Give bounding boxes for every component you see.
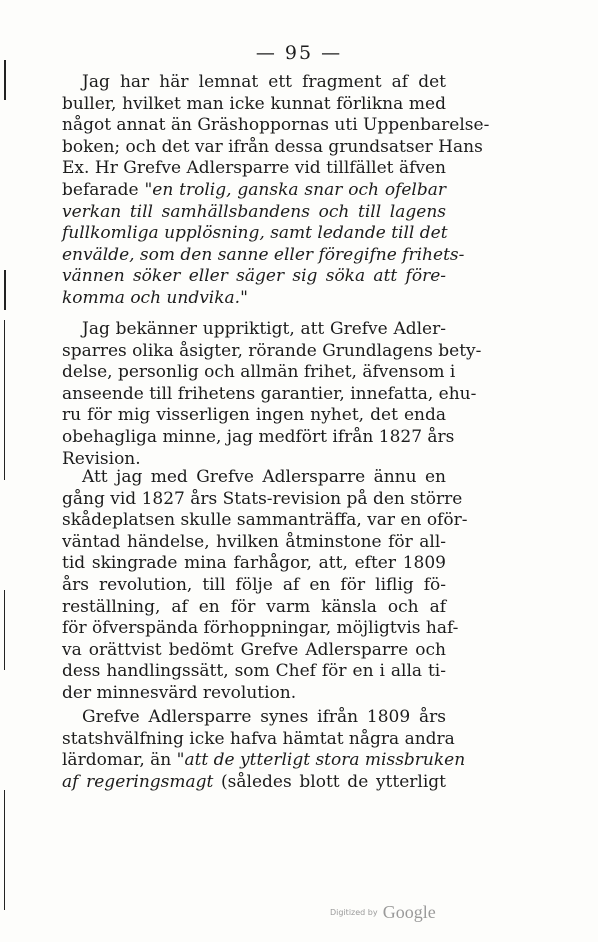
text-line: skådeplatsen skulle sammanträffa, var en oför- [62,510,468,531]
text-line: boken; och det var ifrån dessa grundsatser Hans [62,136,483,157]
text-line: buller, hvilket man icke kunnat förlikna med [62,93,446,114]
text-line [62,772,446,794]
italic-quote: af regeringsmagt [62,771,214,792]
italic-quote: vännen söker eller säger sig söka att före- [62,266,446,287]
margin-mark [4,590,5,670]
margin-mark [4,320,5,480]
italic-quote: fullkomliga upplösning, samt ledande till det [62,223,448,244]
text-line: års revolution, till följe af en för lifli̇g fö- [62,574,446,595]
text-line: Att jag med Grefve Adlersparre ännu en [82,467,446,487]
text-line [62,750,466,772]
text-line: Revision. [62,448,141,469]
italic-quote: envälde, som den sanne eller föregifne frihets- [62,244,465,265]
google-logo: Google [382,902,436,922]
italic-quote: "en trolig, ganska snar och ofelbar [144,179,446,200]
text-line: anseende till frihetens garantier, innefatta, ehu- [62,383,477,404]
text-line: va orättvist bedömt Grefve Adlersparre och [62,639,446,660]
paragraph-4 [62,707,466,793]
text-line: reställning, af en för varm känsla och af [62,596,446,617]
italic-quote: komma och undvika." [62,287,248,308]
digitized-by-google-watermark [330,902,436,923]
text-line: gång vid 1827 års Stats-revision på den större [62,488,463,509]
text-line: Jag bekänner uppriktigt, att Grefve Adler- [82,319,446,339]
paragraph-3 [62,467,468,705]
text-segment: lärdomar, än [62,750,172,771]
text-line: tid skingrade mina farhågor, att, efter 1809 [62,553,446,574]
text-line [62,180,446,202]
text-line: väntad händelse, hvilken åtminstone för all- [62,531,446,552]
text-line: för öfverspända förhoppningar, möjligtvis haf- [62,618,459,639]
page-number: — 95 — [255,42,343,64]
text-segment: (således blott de ytterligt [221,771,446,792]
italic-quote: "att de ytterligt stora missbruken [176,750,466,771]
text-line: Grefve Adlersparre synes ifrån 1809 års [82,707,446,727]
text-line: der minnesvärd revolution. [62,682,297,703]
text-line: statshvälfning icke hafva hämtat några andra [62,728,455,749]
paragraph-1 [62,72,490,310]
italic-quote: verkan till samhällsbandens och till lagens [62,201,446,222]
paragraph-2 [62,319,482,470]
margin-mark [4,790,5,910]
text-line: något annat än Gräshoppornas uti Uppenbarelse- [62,115,490,136]
text-line: sparres olika åsigter, rörande Grundlagens bety- [62,340,482,361]
text-line: delse, personlig och allmän frihet, äfvensom i [62,362,456,383]
margin-mark [4,60,6,100]
text-segment: befarade [62,179,139,200]
margin-mark [4,270,6,310]
digitized-label: Digitized by [330,908,378,917]
text-line: dess handlingssätt, som Chef för en i alla ti- [62,661,446,682]
text-line: obehagliga minne, jag medfört ifrån 1827 års [62,426,455,447]
text-line: Jag har här lemnat ett fragment af det [82,72,446,92]
text-line: Ex. Hr Grefve Adlersparre vid tillfället äfven [62,158,446,179]
text-line: ru för mig visserligen ingen nyhet, det enda [62,405,446,426]
